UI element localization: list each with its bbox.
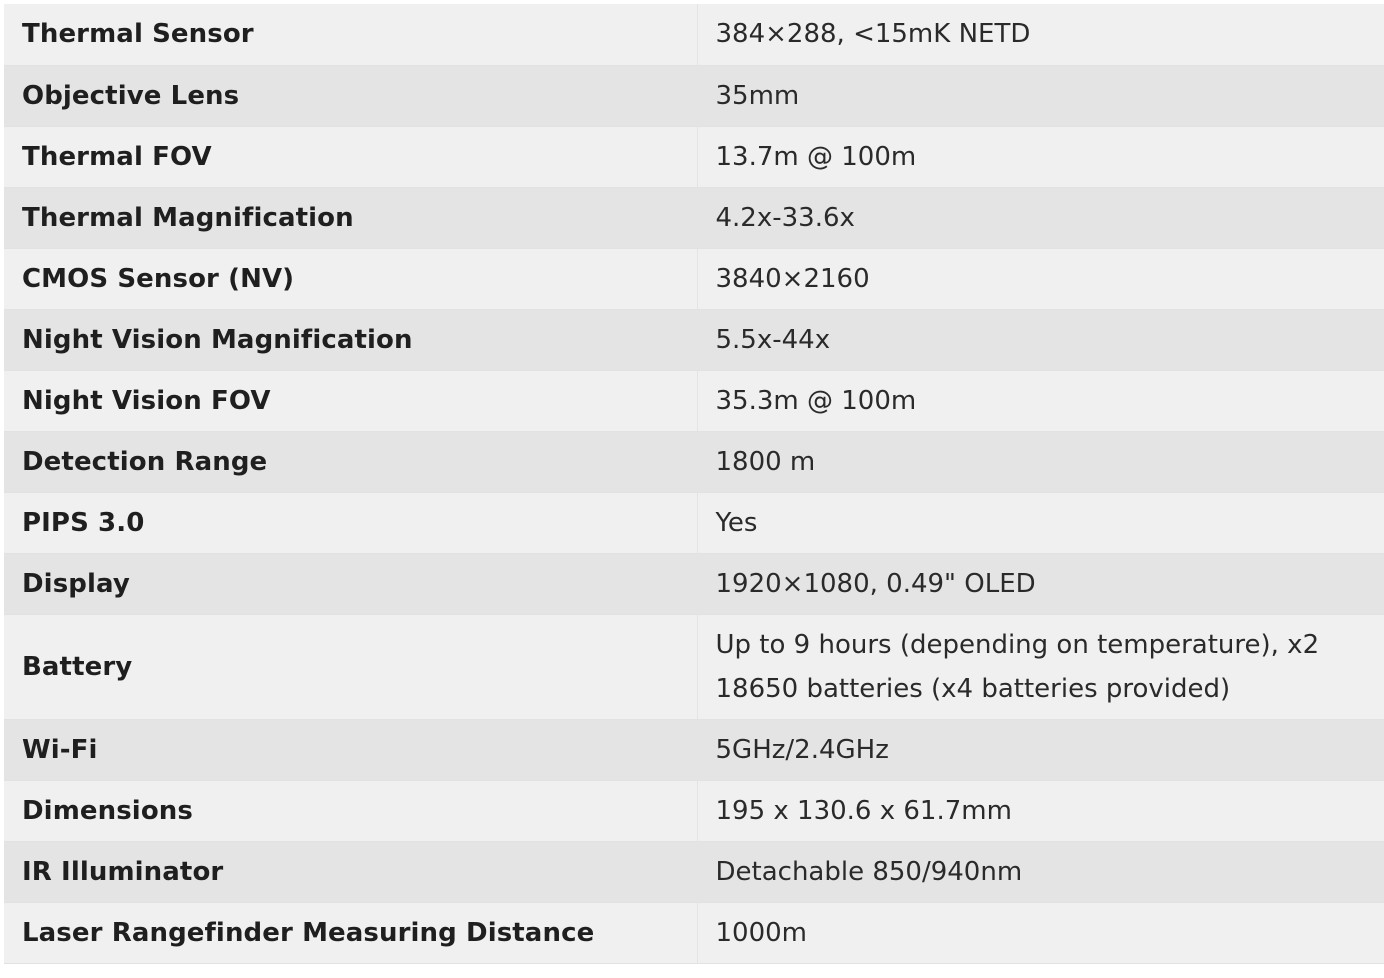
spec-row-cmos-sensor <box>4 248 1384 309</box>
spec-row-objective-lens <box>4 65 1384 126</box>
spec-value: Detachable 850/940nm <box>697 841 1384 902</box>
spec-label: Thermal FOV <box>4 126 697 187</box>
spec-row-battery <box>4 614 1384 719</box>
spec-value: 13.7m @ 100m <box>697 126 1384 187</box>
spec-value: 3840×2160 <box>697 248 1384 309</box>
spec-value: Yes <box>697 492 1384 553</box>
spec-table <box>4 4 1384 964</box>
spec-value: 1800 m <box>697 431 1384 492</box>
spec-value: 5.5x-44x <box>697 309 1384 370</box>
spec-value: 1000m <box>697 902 1384 963</box>
spec-row-detection-range <box>4 431 1384 492</box>
spec-label: Wi-Fi <box>4 719 697 780</box>
spec-value: 4.2x-33.6x <box>697 187 1384 248</box>
spec-label: Dimensions <box>4 780 697 841</box>
spec-label: Battery <box>4 614 697 719</box>
spec-row-thermal-fov <box>4 126 1384 187</box>
spec-label: Thermal Sensor <box>4 4 697 65</box>
spec-row-dimensions <box>4 780 1384 841</box>
spec-row-wifi <box>4 719 1384 780</box>
spec-value: 35.3m @ 100m <box>697 370 1384 431</box>
spec-value: 35mm <box>697 65 1384 126</box>
spec-row-night-vision-magnification <box>4 309 1384 370</box>
spec-label: Objective Lens <box>4 65 697 126</box>
spec-value: 1920×1080, 0.49" OLED <box>697 553 1384 614</box>
spec-row-laser-rangefinder <box>4 902 1384 963</box>
spec-label: Night Vision FOV <box>4 370 697 431</box>
spec-value: Up to 9 hours (depending on temperature), x2 18650 batteries (x4 batteries provided) <box>697 614 1384 719</box>
spec-row-ir-illuminator <box>4 841 1384 902</box>
spec-label: Display <box>4 553 697 614</box>
spec-table-body <box>4 4 1384 963</box>
spec-value: 195 x 130.6 x 61.7mm <box>697 780 1384 841</box>
spec-row-thermal-magnification <box>4 187 1384 248</box>
spec-row-pips <box>4 492 1384 553</box>
spec-label: Detection Range <box>4 431 697 492</box>
spec-label: PIPS 3.0 <box>4 492 697 553</box>
spec-label: IR Illuminator <box>4 841 697 902</box>
spec-label: Night Vision Magnification <box>4 309 697 370</box>
spec-value: 384×288, <15mK NETD <box>697 4 1384 65</box>
spec-label: Thermal Magnification <box>4 187 697 248</box>
spec-row-display <box>4 553 1384 614</box>
spec-label: CMOS Sensor (NV) <box>4 248 697 309</box>
spec-row-thermal-sensor <box>4 4 1384 65</box>
spec-label: Laser Rangefinder Measuring Distance <box>4 902 697 963</box>
spec-row-night-vision-fov <box>4 370 1384 431</box>
spec-value: 5GHz/2.4GHz <box>697 719 1384 780</box>
